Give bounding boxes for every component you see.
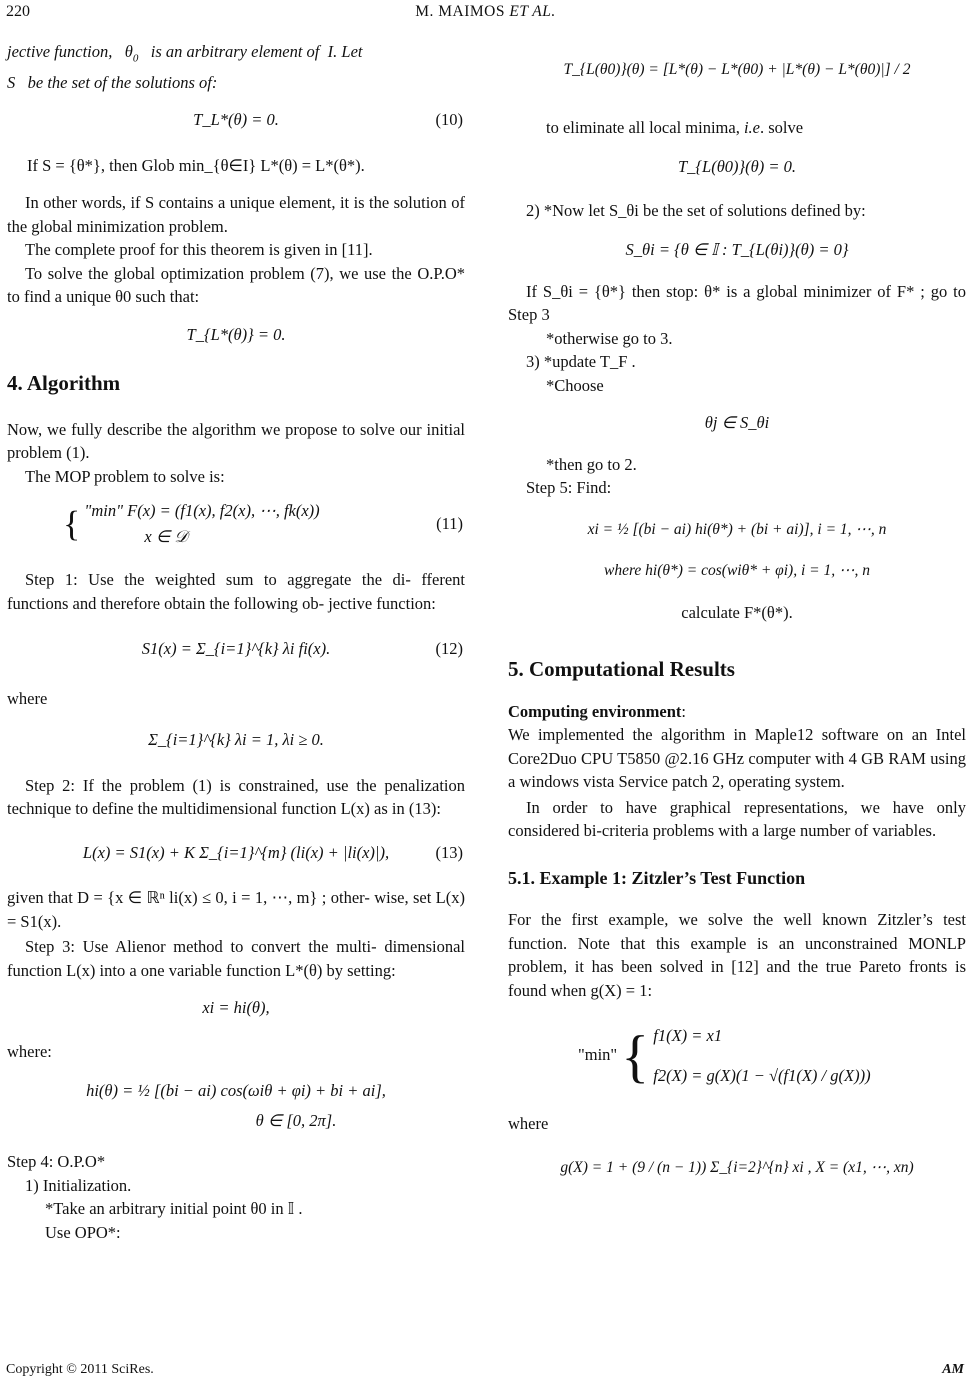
equation-10-body: T_L*(θ) = 0. — [193, 110, 279, 130]
right-column — [508, 36, 966, 1179]
left-column — [7, 36, 465, 1244]
equation-13-number: (13) — [435, 842, 463, 862]
equation-t-l0: T_{L(θ0)}(θ) = [L*(θ) − L*(θ0) + |L*(θ) − L*(θ0)|] / 2 — [563, 61, 911, 78]
paragraph-graphical: In order to have graphical representations, we have only considered bi-criteria problems with a large number of variables. — [508, 797, 966, 840]
equation-10 — [7, 108, 465, 132]
intro-text-1: jective function, — [7, 42, 113, 61]
step-2-now-let: 2) *Now let S_θi be the set of solutions defined by: — [526, 200, 866, 220]
equation-h-line-1: hi(θ) = ½ [(bi − ai) cos(ωiθ + φi) + bi + ai], — [86, 1081, 386, 1101]
step-4-take-point: *Take an arbitrary initial point θ0 in 𝕀 . — [45, 1199, 303, 1219]
running-head — [0, 3, 971, 21]
equation-13-body: L(x) = S1(x) + K Σ_{i=1}^{m} (li(x) + |li(x)|), — [82, 842, 390, 862]
paragraph-solve: To solve the global optimization problem (7), we use the O.P.O* to find a unique θ0 such that: — [7, 263, 465, 307]
equation-zitzler-f2: f2(X) = g(X)(1 − √(f1(X) / g(X))) — [653, 1066, 871, 1085]
paragraph-mop: The MOP problem to solve is: — [25, 466, 225, 486]
copyright: Copyright © 2011 SciRes. — [6, 1362, 154, 1377]
equation-13 — [7, 841, 465, 865]
running-head-authors: M. MAIMOS — [415, 3, 505, 20]
intro-text-4: be the set of the solutions of: — [27, 72, 218, 92]
running-head-etal: ET AL. — [509, 3, 556, 20]
step-3: Step 3: Use Alienor method to convert the multi- dimensional function L(x) into a one variable function L*(θ) by setting: — [7, 937, 465, 980]
paragraph-unique: In other words, if S contains a unique element, it is the solution of the global minimization problem. — [7, 193, 465, 236]
eliminate-text: to eliminate all local minima, — [546, 117, 740, 137]
equation-x-final: xi = ½ [(bi − ai) hi(θ*) + (bi + ai)], i = 1, ⋯, n — [587, 520, 887, 538]
step-5: Step 5: Find: — [526, 478, 612, 497]
page-header — [0, 0, 971, 30]
page-number: 220 — [6, 3, 30, 20]
equation-12-body: S1(x) = Σ_{i=1}^{k} λi fi(x). — [141, 639, 331, 659]
step-2: Step 2: If the problem (1) is constrained, use the penalization technique to define the multidimensional function L(x) as in (13): — [7, 775, 465, 819]
given-constraint-set: given that D = {x ∈ ℝⁿ li(x) ≤ 0, i = 1, ⋯, m} ; other- wise, set L(x) = S1(x). — [7, 888, 465, 931]
step-4-initialization: 1) Initialization. — [25, 1175, 132, 1195]
equation-11-line-1: "min" F(x) = (f1(x), f2(x), ⋯, fk(x)) — [84, 501, 320, 521]
intro-paragraph: jective function, $\theta_0$ is an arbitrary element of I. Let S be the set of the solutions of: — [7, 42, 363, 92]
paragraph-example-1: For the first example, we solve the well known Zitzler’s test function. Note that this example is an unconstrained MONLP problem, it has been solved in [12] and the true Pareto fronts is found when g(X) = 1: — [508, 910, 966, 1000]
equation-zitzler: "min" { f1(X) = x1 f2(X) = g(X)(1 − √(f1(X) / g(X))) — [578, 1023, 871, 1089]
step-4-use-opo: Use OPO*: — [45, 1222, 121, 1242]
equation-11: { "min" F(x) = (f1(x), f2(x), ⋯, fk(x)) x ∈ 𝒟 (11) — [63, 501, 463, 547]
equation-choose: θj ∈ S_θi — [704, 413, 770, 432]
equation-s-theta: S_θi = {θ ∈ 𝕀 : T_{L(θi)}(θ) = 0} — [625, 240, 849, 259]
equation-zitzler-min: "min" — [578, 1044, 618, 1064]
then-go: *then go to 2. — [546, 454, 637, 474]
intro-text-3: . Let — [333, 42, 363, 61]
if-stop: If S_θi = {θ*} then stop: θ* is a global minimizer of F* ; go to Step 3 — [508, 281, 966, 324]
paragraph-proof: The complete proof for this theorem is given in [11]. — [25, 240, 373, 260]
equation-calculate: calculate F*(θ*). — [681, 602, 793, 622]
computing-env-label — [508, 700, 966, 724]
equation-where-h: where hi(θ*) = cos(wiθ* + φi), i = 1, ⋯, n — [604, 562, 870, 579]
section-5-title: 5. Computational Results — [508, 657, 735, 681]
paragraph-eliminate — [508, 116, 966, 140]
step-1: Step 1: Use the weighted sum to aggregate the di- fferent functions and therefore obtain the following ob- jective function: — [7, 570, 465, 613]
where-1: where — [7, 688, 48, 708]
computing-env-heading: Computing environment — [508, 701, 682, 721]
if-unique-statement: If S = {θ*}, then Glob min_{θ∈I} L*(θ) = L*(θ*). — [27, 155, 365, 175]
subsection-5-1-title: 5.1. Example 1: Zitzler’s Test Function — [508, 867, 806, 888]
otherwise: *otherwise go to 3. — [546, 328, 673, 348]
equation-h-line-2: θ ∈ [0, 2π]. — [255, 1110, 337, 1130]
eliminate-solve: . solve — [760, 117, 804, 137]
eliminate-ie: i.e — [743, 117, 760, 137]
computing-env-colon: : — [681, 701, 687, 721]
update-tf: 3) *update T_F . — [526, 352, 636, 371]
equation-t-zero: T_{L*(θ)} = 0. — [186, 324, 286, 344]
step-4: Step 4: O.P.O* — [7, 1152, 106, 1172]
where-3: where — [508, 1114, 549, 1133]
equation-lambda: Σ_{i=1}^{k} λi = 1, λi ≥ 0. — [148, 730, 324, 750]
where-2: where: — [7, 1041, 52, 1061]
equation-10-number: (10) — [435, 110, 463, 130]
computing-env-text: We implemented the algorithm in Maple12 software on an Intel Core2Duo CPU T5850 @2.16 GHz computer with 4 GB RAM using a windows vista Service patch 2, operating system. — [508, 725, 966, 791]
equation-t-l0-zero: T_{L(θ0)}(θ) = 0. — [678, 157, 796, 176]
equation-12-number: (12) — [435, 639, 463, 659]
section-4-title: 4. Algorithm — [7, 371, 121, 396]
choose: *Choose — [546, 375, 604, 395]
equation-11-number: (11) — [436, 514, 463, 534]
page-footer — [6, 1362, 964, 1378]
equation-zitzler-f1: f1(X) = x1 — [653, 1026, 723, 1045]
equation-x-h: xi = hi(θ), — [202, 998, 270, 1018]
intro-text-2: is an arbitrary element of — [150, 42, 320, 61]
equation-12 — [7, 637, 465, 661]
journal-abbrev: AM — [942, 1362, 964, 1377]
equation-11-line-2: x ∈ 𝒟 — [144, 527, 188, 547]
equation-g: g(X) = 1 + (9 / (n − 1)) Σ_{i=2}^{n} xi , X = (x1, ⋯, xn) — [560, 1158, 914, 1176]
paragraph-describe: Now, we fully describe the algorithm we propose to solve our initial problem (1). — [7, 419, 465, 463]
